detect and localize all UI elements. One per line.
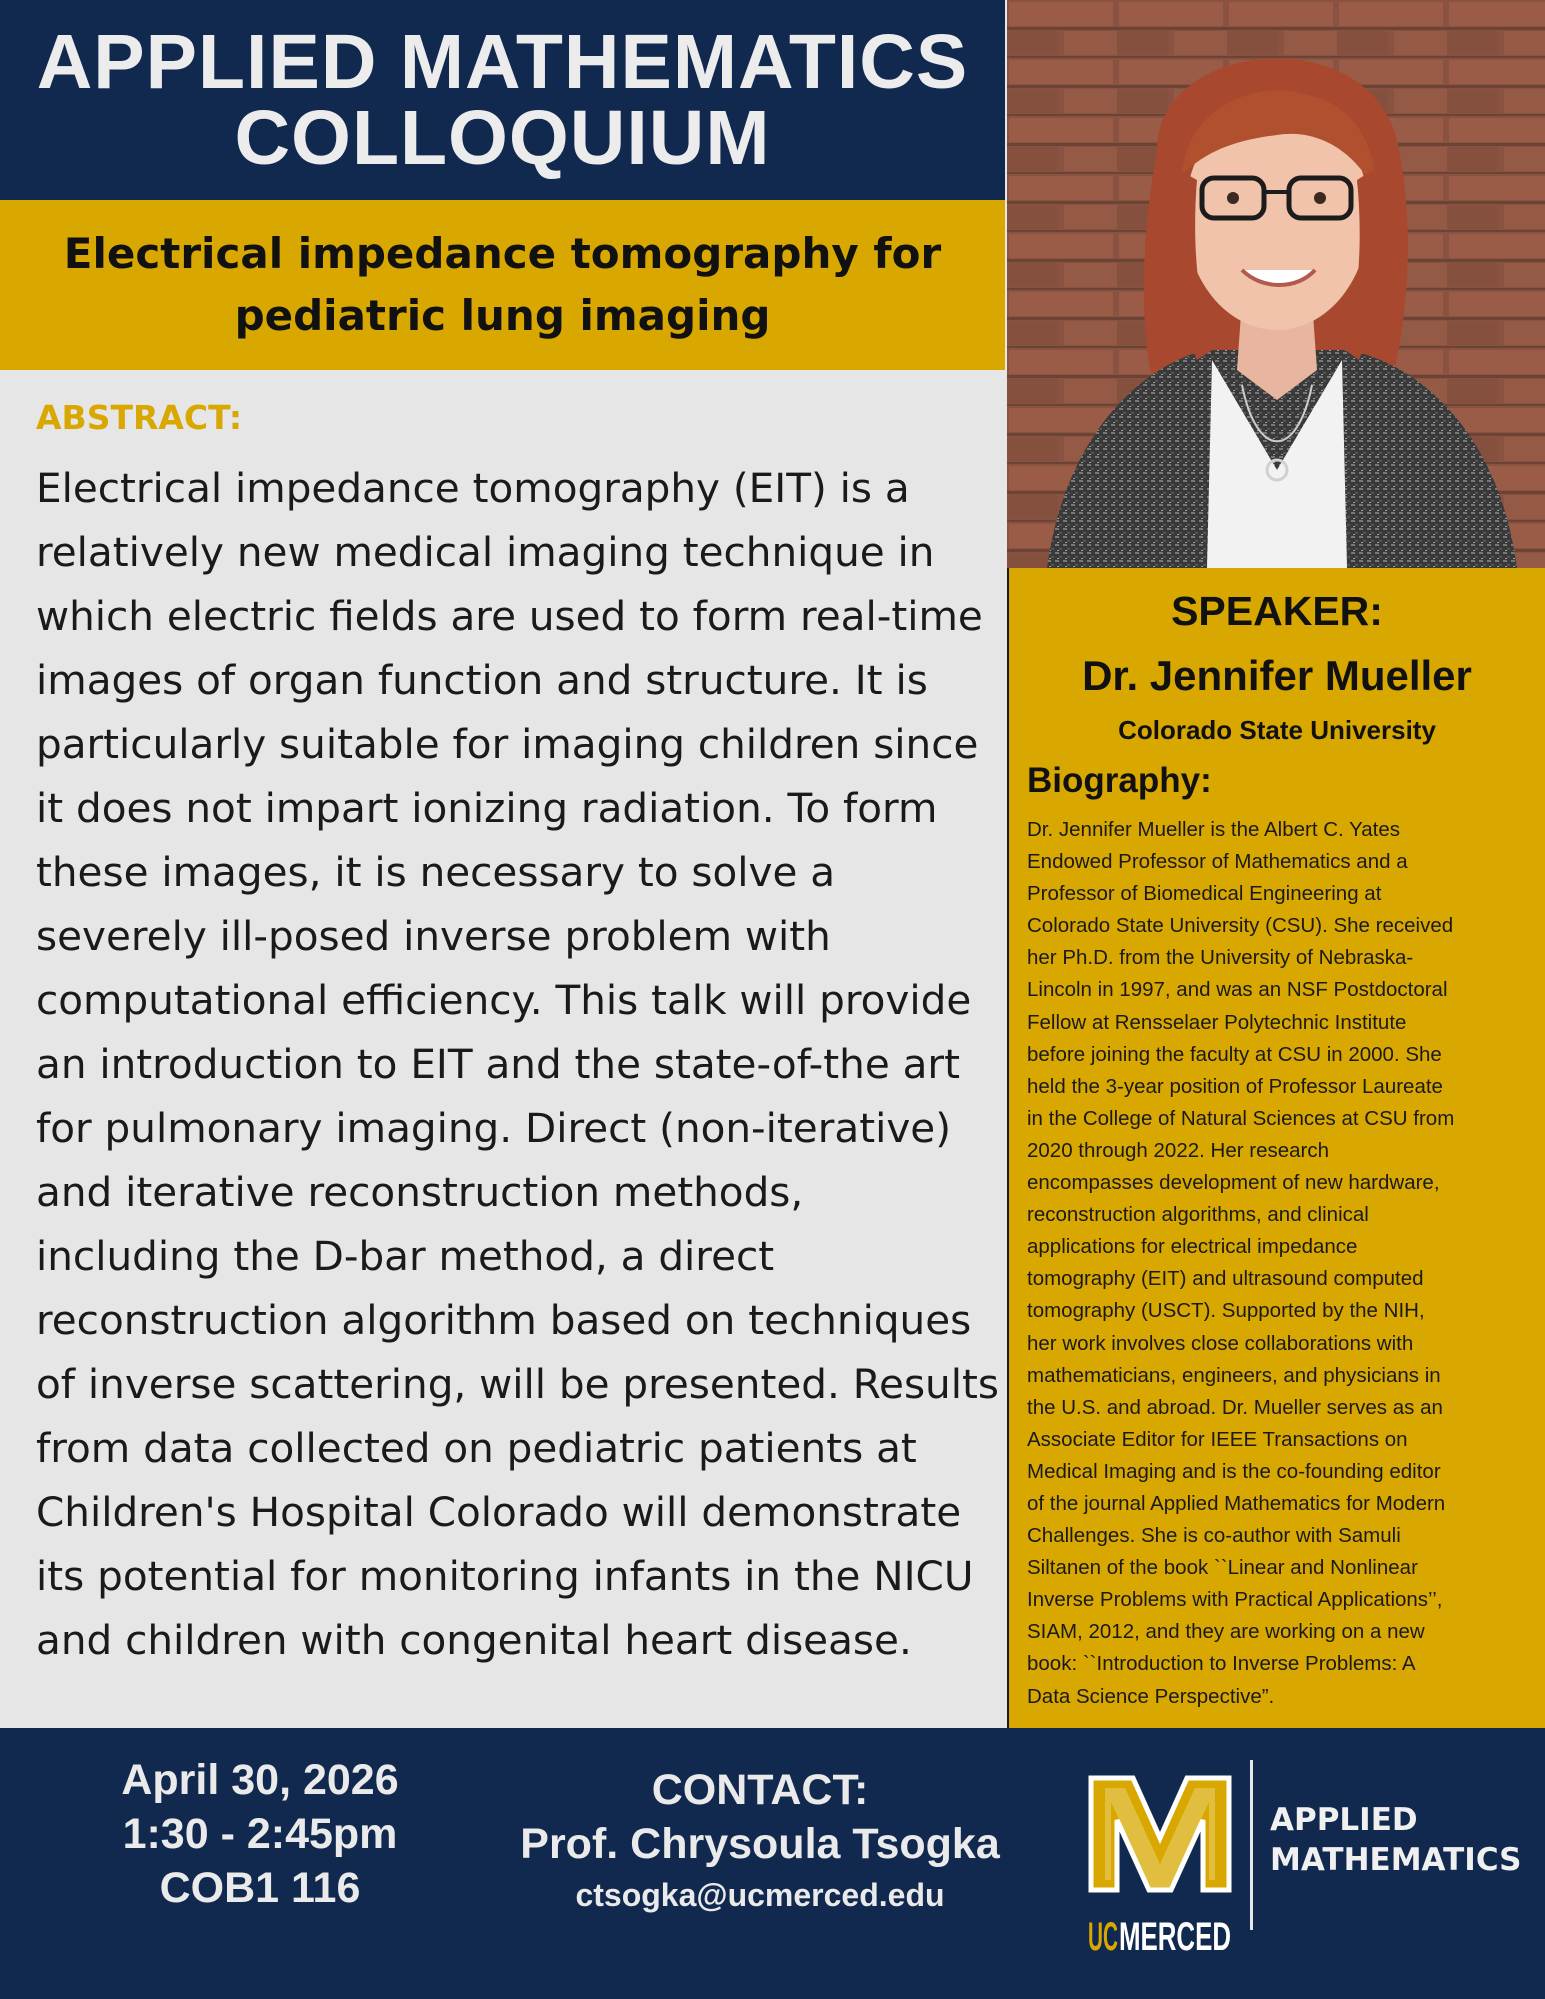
abstract-line: Children's Hospital Colorado will demonstrate — [36, 1488, 962, 1536]
bio-line: tomography (USCT). Supported by the NIH, — [1027, 1299, 1425, 1323]
bio-line: Dr. Jennifer Mueller is the Albert C. Yates — [1027, 818, 1400, 841]
abstract-line: particularly suitable for imaging children since — [36, 720, 979, 768]
bio-line: Associate Editor for IEEE Transactions on — [1027, 1427, 1408, 1451]
bio-line: mathematicians, engineers, and physicians in — [1027, 1363, 1441, 1387]
abstract-line: Electrical impedance tomography (EIT) is a — [36, 464, 910, 512]
abstract-line: including the D-bar method, a direct — [36, 1232, 775, 1280]
uc-merced-logo-icon — [1085, 1758, 1235, 1968]
header-title-line2: COLLOQUIUM — [234, 95, 771, 181]
abstract-line: and children with congenital heart disease. — [36, 1616, 912, 1664]
bio-line: 2020 through 2022. Her research — [1027, 1138, 1330, 1162]
bio-line: applications for electrical impedance — [1027, 1235, 1358, 1259]
bio-line: Inverse Problems with Practical Applications’’, — [1027, 1588, 1443, 1612]
abstract-text — [36, 456, 1011, 1672]
bio-line: book: ``Introduction to Inverse Problems: A — [1027, 1652, 1416, 1676]
contact-block — [470, 1763, 1050, 1919]
bio-line: of the journal Applied Mathematics for Modern — [1027, 1491, 1446, 1515]
bio-line: Lincoln in 1997, and was an NSF Postdoctoral — [1027, 978, 1448, 1002]
bio-line: Colorado State University (CSU). She received — [1027, 914, 1454, 938]
abstract-line: which electric fields are used to form real-time — [36, 592, 983, 640]
bio-line: held the 3-year position of Professor Laureate — [1027, 1074, 1443, 1098]
logo-divider — [1250, 1760, 1253, 1930]
abstract-line: relatively new medical imaging technique in — [36, 528, 935, 576]
bio-line: encompasses development of new hardware, — [1027, 1171, 1440, 1195]
abstract-line: computational efficiency. This talk will provide — [36, 976, 972, 1024]
bio-line: Challenges. She is co-author with Samuli — [1027, 1524, 1401, 1548]
abstract-line: it does not impart ionizing radiation. To form — [36, 784, 938, 832]
abstract-line: severely ill-posed inverse problem with — [36, 912, 831, 960]
bio-line: her work involves close collaborations with — [1027, 1331, 1414, 1355]
contact-name: Prof. Chrysoula Tsogka — [520, 1820, 1000, 1868]
talk-title-band — [0, 200, 1005, 370]
bio-line: Endowed Professor of Mathematics and a — [1027, 850, 1408, 874]
speaker-name: Dr. Jennifer Mueller — [1082, 652, 1472, 699]
contact-email[interactable]: ctsogka@ucmerced.edu — [575, 1877, 945, 1913]
contact-label: CONTACT: — [651, 1766, 869, 1814]
abstract-line: from data collected on pediatric patients at — [36, 1424, 917, 1472]
event-date: April 30, 2026 — [121, 1756, 399, 1804]
logo-merced-text: MERCED — [1119, 1915, 1231, 1959]
abstract-line: for pulmonary imaging. Direct (non-iterative) — [36, 1104, 952, 1152]
abstract-line: an introduction to EIT and the state-of-the art — [36, 1040, 960, 1088]
speaker-portrait-illustration — [1007, 0, 1545, 568]
footer — [0, 1728, 1545, 1999]
bio-line: her Ph.D. from the University of Nebraska- — [1027, 946, 1414, 970]
event-details — [60, 1753, 460, 1915]
department-name — [1270, 1800, 1521, 1880]
abstract-heading: ABSTRACT: — [36, 398, 243, 437]
bio-line: Medical Imaging and is the co-founding editor — [1027, 1459, 1441, 1483]
talk-title-line2: pediatric lung imaging — [234, 291, 771, 340]
talk-title-line1: Electrical impedance tomography for — [63, 229, 942, 278]
bio-line: Data Science Perspective”. — [1027, 1684, 1275, 1708]
bio-line: tomography (EIT) and ultrasound computed — [1027, 1267, 1424, 1291]
bio-line: before joining the faculty at CSU in 2000. She — [1027, 1042, 1442, 1066]
speaker-affiliation: Colorado State University — [1118, 715, 1436, 745]
department-line2: MATHEMATICS — [1270, 1842, 1522, 1878]
bio-line: reconstruction algorithms, and clinical — [1027, 1203, 1369, 1227]
abstract-line: its potential for monitoring infants in the NICU — [36, 1552, 974, 1600]
abstract-line: and iterative reconstruction methods, — [36, 1168, 804, 1216]
abstract-line: reconstruction algorithm based on techniques — [36, 1296, 972, 1344]
biography-heading: Biography: — [1027, 761, 1212, 800]
bio-line: Fellow at Rensselaer Polytechnic Institute — [1027, 1010, 1407, 1034]
colloquium-header — [0, 0, 1005, 200]
bio-line: Professor of Biomedical Engineering at — [1027, 882, 1382, 906]
abstract-line: of inverse scattering, will be presented. Results — [36, 1360, 999, 1408]
event-location: COB1 116 — [159, 1864, 361, 1912]
speaker-label: SPEAKER: — [1171, 588, 1383, 634]
bio-line: Siltanen of the book ``Linear and Nonlinear — [1027, 1556, 1418, 1580]
abstract-section — [0, 370, 1005, 1728]
header-title-line1: APPLIED MATHEMATICS — [36, 19, 969, 105]
abstract-line: these images, it is necessary to solve a — [36, 848, 836, 896]
bio-line: SIAM, 2012, and they are working on a new — [1027, 1620, 1425, 1644]
logo-uc-text: UC — [1088, 1915, 1118, 1959]
abstract-line: images of organ function and structure. It is — [36, 656, 928, 704]
speaker-photo — [1007, 0, 1545, 568]
bio-line: in the College of Natural Sciences at CSU from — [1027, 1106, 1455, 1130]
biography-text — [1027, 814, 1542, 1713]
department-line1: APPLIED — [1270, 1802, 1418, 1838]
event-time: 1:30 - 2:45pm — [122, 1810, 398, 1858]
bio-line: the U.S. and abroad. Dr. Mueller serves as an — [1027, 1395, 1443, 1419]
speaker-panel — [1007, 568, 1545, 1728]
